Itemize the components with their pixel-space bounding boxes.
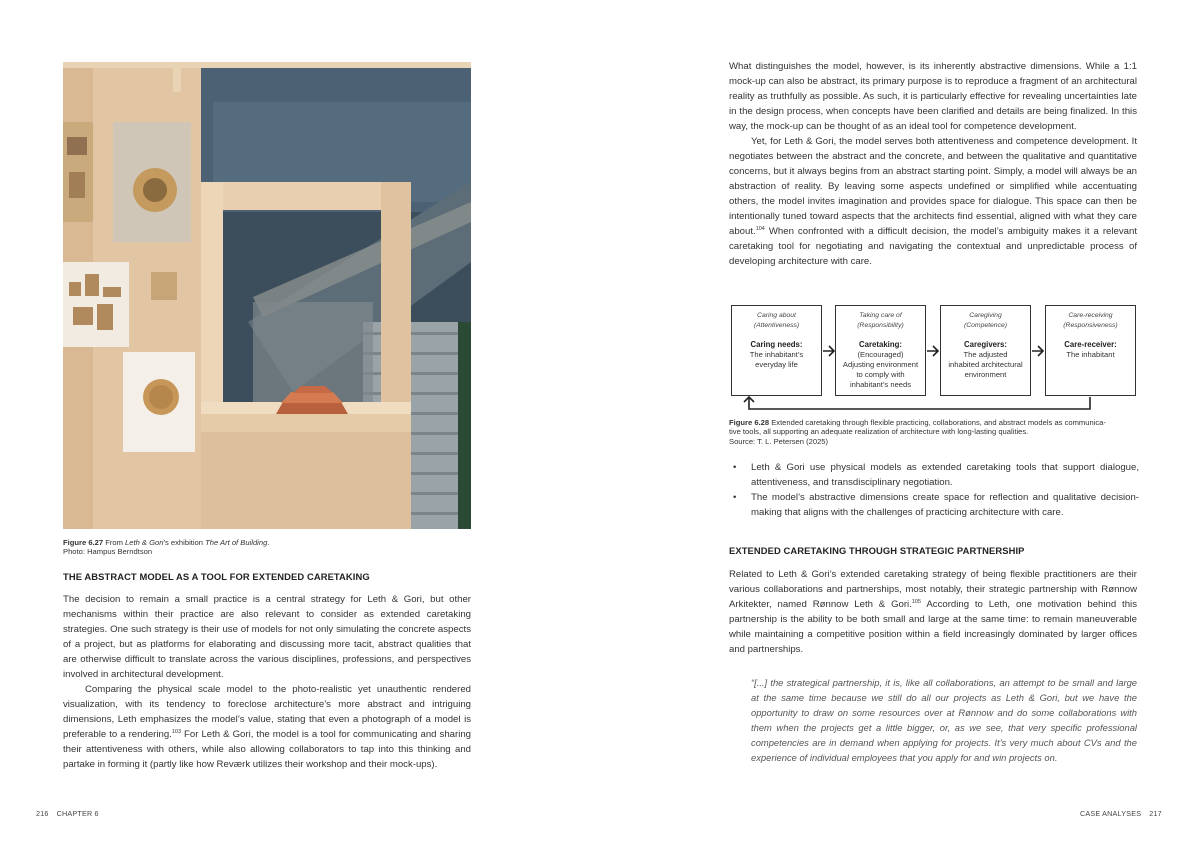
paragraph — [63, 682, 471, 772]
figure-source: Source: T. L. Petersen (2025) — [729, 436, 829, 446]
box-desc-line: Adjusting environment — [842, 360, 919, 369]
box-desc-line: to comply with — [856, 370, 905, 379]
paragraph-text: According to Leth, one motivation behind this partnership is the ability to be both small and large at the same time: to remain maneuverable while maintaining a competitive position within a field increasingly dominated by larger offices and partnerships. — [729, 599, 1137, 655]
box-phase-quality: (Responsiveness) — [1063, 322, 1118, 329]
paragraph-text: Related to Leth & Gori’s extended caretaking strategy of being flexible practitioners are their various collaborations and partnerships, most notably, their strategic partnership with Rønnow Arkitekter, named Rønnow Leth & Gori. — [729, 569, 1137, 610]
box-desc-line: (Encouraged) — [857, 350, 904, 359]
caption-text: tive tools, all supporting an adequate realization of architecture with long-lasting qualities. — [729, 427, 1029, 437]
interview-quote: “[...] the strategical partnership, it is, like all collaborations, an attempt to be small and large at the same time because we still do all our projects as Leth & Gori, but we have the opportunity to draw on some resources over at Rønnow and do some collaborations with them when the projects get a little bigger, or, as we see, that very specific professional competencies are in demand when applying for projects. It’s very much about CVs and the experience of individual employees that you apply for and win projects on. — [751, 677, 1137, 763]
figure-6-28-caption — [729, 418, 1139, 446]
page-number: 216 — [36, 809, 49, 818]
box-desc-line: environment — [964, 370, 1007, 379]
arrow-1 — [823, 346, 834, 356]
box-title: Caretaking: — [859, 340, 902, 349]
box-phase-quality: (Competence) — [963, 322, 1008, 329]
section-label: CASE ANALYSES — [1080, 809, 1142, 818]
box-desc-line: inhabited architectural — [948, 360, 1023, 369]
caption-text: Extended caretaking through flexible practicing, collaborations, and abstract models as communica- — [769, 418, 1106, 427]
page-number: 217 — [1149, 809, 1162, 818]
caption-text: From — [103, 538, 126, 547]
box-desc-line: everyday life — [755, 360, 798, 369]
footnote-ref[interactable]: 103 — [171, 729, 182, 735]
diagram-arrows — [730, 305, 1138, 413]
box-title: Caregivers: — [964, 340, 1007, 349]
paragraph: What distinguishes the model, however, is its inherently abstractive dimensions. While a 1:1 mock-up can also be abstract, its primary purpose is to reproduce a fragment of an architectural reality as truthfully as possible. As such, it is particularly effective for revealing uncertainties late in the design process, when concepts have been clarified and details are being finalized. In this way, the mock-up can be thought of as an ideal tool for competence development. — [729, 61, 1137, 132]
box-desc-line: The adjusted — [963, 350, 1008, 359]
section-heading-strategic-partnership: EXTENDED CARETAKING THROUGH STRATEGIC PARTNERSHIP — [729, 545, 1025, 556]
footnote-ref[interactable]: 105 — [911, 599, 922, 605]
key-points-list — [729, 460, 1139, 520]
box-phase: Care-receiving — [1068, 312, 1113, 319]
box-phase-quality: (Responsibility) — [857, 322, 904, 329]
footnote-ref[interactable]: 104 — [755, 226, 765, 232]
box-phase: Taking care of — [859, 312, 902, 319]
partnership-body-text — [729, 567, 1137, 657]
arrow-2 — [927, 346, 938, 356]
caption-italic: Leth & Gori — [125, 538, 164, 547]
caretaking-diagram — [730, 305, 1138, 413]
section-heading-abstract-model: THE ABSTRACT MODEL AS A TOOL FOR EXTENDED CARETAKING — [63, 571, 370, 582]
figure-label: Figure 6.28 — [729, 418, 770, 427]
photo-credit: Photo: Hampus Berndtson — [63, 547, 153, 557]
right-footer — [1080, 809, 1170, 818]
bullet-item: • The model’s abstractive dimensions create space for reflection and qualitative decision-making that aligns with the challenges of practicing architecture with care. — [729, 490, 1139, 520]
exhibition-photo-illustration — [63, 62, 471, 529]
box-phase: Caregiving — [969, 312, 1002, 319]
caption-text: . — [267, 538, 270, 547]
left-footer — [36, 809, 107, 818]
caption-text: ’s exhibition — [163, 538, 206, 547]
bullet-item: • Leth & Gori use physical models as extended caretaking tools that support dialogue, attentiveness, and transdisciplinary negotiation. — [729, 460, 1139, 490]
feedback-arrow — [744, 397, 1090, 409]
box-title: Caring needs: — [750, 340, 803, 349]
paragraph-text: When confronted with a difficult decision, the model’s ambiguity makes it a relevant caretaking tool for negotiating and navigating the contextual and unpredictable process of developing architecture with care. — [729, 226, 1137, 267]
chapter-label: CHAPTER 6 — [56, 809, 99, 818]
right-body-text — [729, 59, 1137, 269]
paragraph-text: Yet, for Leth & Gori, the model serves both attentiveness and competence development. It negotiates between the abstract and the concrete, and between the qualitative and quantitative concerns, but it always begins from an abstract starting point. Simply, a model will always be an abstraction of reality. By leaving some aspects undefined or simplified while accentuating others, the model invites imagination and provides space for dialogue. This space can then be intentionally tuned toward aspects that the architects find essential, aligned with what they care about. — [729, 136, 1137, 237]
box-phase-quality: (Attentiveness) — [753, 322, 800, 329]
arrow-3 — [1032, 346, 1043, 356]
box-title: Care-receiver: — [1064, 340, 1117, 349]
paragraph-text: For Leth & Gori, the model is a tool for communicating and sharing their attentiveness with others, while also allowing collaborators to tap into this thinking and partake in forming it (partly like how Reværk utilizes their workshop and their mock-ups). — [63, 729, 472, 770]
figure-6-27-caption — [63, 538, 269, 557]
paragraph — [729, 567, 1137, 657]
box-desc-line: The inhabitant’s — [749, 350, 804, 359]
box-desc-line: inhabitant’s needs — [849, 380, 912, 389]
figure-label: Figure 6.27 — [63, 538, 104, 547]
paragraph — [729, 134, 1137, 269]
right-page — [600, 0, 1200, 849]
box-phase: Caring about — [757, 312, 796, 319]
exhibition-photo — [63, 62, 471, 529]
box-desc-line: The inhabitant — [1066, 350, 1115, 359]
paragraph: The decision to remain a small practice is a central strategy for Leth & Gori, but other mechanisms within their practice are also relevant to consider as extended caretaking strategies. One such strategy is their use of models for not only simulating the concrete aspects of a project, but as platforms for elaborating and discussing more tacit, abstract qualities that are otherwise difficult to translate across the various disciplines, professions, and perspectives involved in architectural development. — [63, 594, 471, 680]
paragraph-text: Comparing the physical scale model to the photo-realistic yet unauthentic rendered visualization, with its tendency to foreclose architecture’s more abstract and intriguing dimensions, Leth emphasizes the model’s value, stating that even a photograph of a model is preferable to a rendering. — [63, 684, 471, 740]
caption-italic: The Art of Building — [205, 538, 268, 547]
left-body-text — [63, 592, 471, 772]
